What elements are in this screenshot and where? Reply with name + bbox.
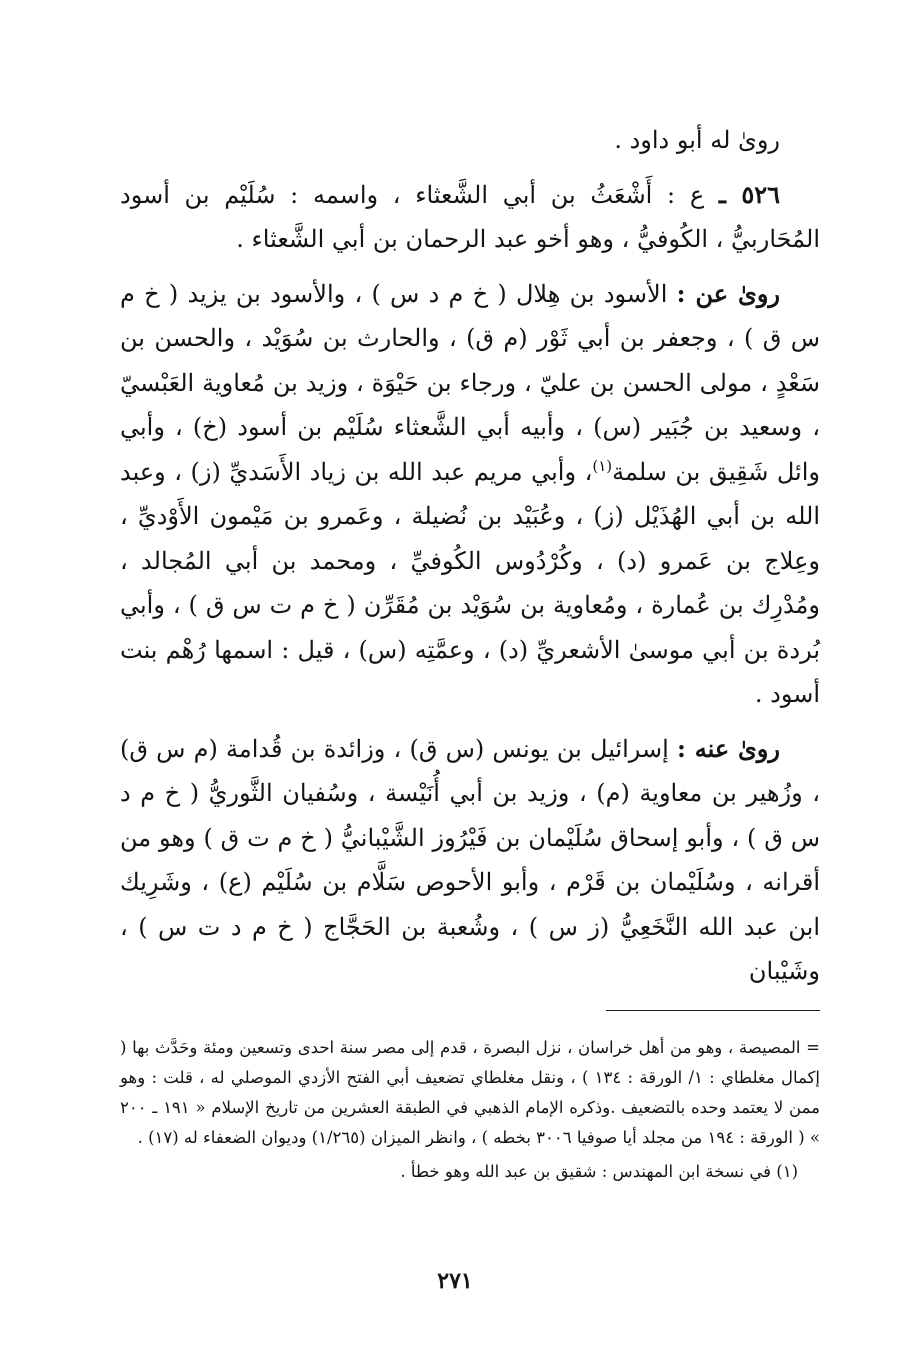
entry-number: ٥٢٦ ـ [718, 179, 780, 209]
entry-526 [120, 173, 820, 262]
footnote-ref-1[interactable]: (١) [592, 456, 613, 475]
narrated-from-text-continued: ، وأبي مريم عبد الله بن زياد الأَسَديِّ (ز) ، وعبد الله بن أبي الهُذَيْل (ز) ، وعُبَيْد بن نُضيلة ، وعَمرو بن مَيْمون الأَوْديِّ ، وعِلاج بن عَمرو (د) ، وكُرْدُوس الكُوفيِّ ، ومحمد بن أبي المُجالد ، ومُدْرِك بن عُمارة ، ومُعاوية بن سُوَيْد بن مُقَرِّن ( خ م ت س ق ) ، وأبي بُردة بن أبي موسىٰ الأشعريِّ (د) ، وعمَّتِه (س) ، قيل : اسمها رُهْم بنت أسود . [120, 457, 820, 708]
entry-heading: ع : أَشْعَثُ بن أبي الشَّعثاء ، واسمه : سُلَيْم بن أسود المُحَاربيُّ ، الكُوفيُّ ، وهو أخو عبد الرحمان بن أبي الشَّعثاء . [120, 180, 820, 253]
narrated-by-paragraph [120, 727, 820, 994]
narrated-from-text: الأسود بن هِلال ( خ م د س ) ، والأسود بن يزيد ( خ م س ق ) ، وجعفر بن أبي ثَوْر (م ق) ، والحارث بن سُوَيْد ، والحسن بن سَعْدٍ ، مولى الحسن بن عليّ ، ورجاء بن حَيْوَة ، وزيد بن مُعاوية العَبْسيّ ، وسعيد بن جُبَير (س) ، وأبيه أبي الشَّعثاء سُلَيْم بن أسود (خ) ، وأبي وائل شَقِيق بن سلمة [120, 279, 820, 486]
footnote-1: (١) في نسخة ابن المهندس : شقيق بن عبد الله وهو خطأ . [400, 1162, 798, 1181]
narrated-by-text: إسرائيل بن يونس (س ق) ، وزائدة بن قُدامة (م س ق) ، وزُهير بن معاوية (م) ، وزيد بن أبي أُنَيْسة ، وسُفيان الثَّوريُّ ( خ م د س ق ) ، وأبو إسحاق سُلَيْمان بن فَيْرُوز الشَّيْبانيُّ ( خ م ت ق ) وهو من أقرانه ، وسُلَيْمان بن قَرْم ، وأبو الأحوص سَلَّام بن سُلَيْم (ع) ، وشَرِيك ابن عبد الله النَّخَعِيُّ (ز س ) ، وشُعبة بن الحَجَّاج ( خ م د ت س ) ، وشَيْبان [120, 734, 820, 985]
narrated-from-paragraph [120, 272, 820, 717]
narrated-by-label: روىٰ عنه : [676, 733, 780, 763]
page-number: ٢٧١ [437, 1268, 473, 1294]
main-text [120, 118, 820, 994]
footnote-divider [606, 1010, 820, 1011]
footnotes [120, 1033, 820, 1187]
footnote-continuation: = المصيصة ، وهو من أهل خراسان ، نزل البصرة ، قدم إلى مصر سنة احدى وتسعين ومئة وحَدَّث بها ( إكمال مغلطاي : ١/ الورقة : ١٣٤ ) ، ونقل مغلطاي تضعيف أبي الفتح الأزدي الموصلي له ، قلت : وهو ممن لا يعتمد وحده بالتضعيف .وذكره الإمام الذهبي في الطبقة العشرين من تاريخ الإسلام « ١٩١ ـ ٢٠٠ » ( الورقة : ١٩٤ من مجلد أيا صوفيا ٣٠٠٦ بخطه ) ، وانظر الميزان (١/٢٦٥) وديوان الضعفاء له (١٧) . [120, 1038, 820, 1147]
previous-entry-end: روىٰ له أبو داود . [614, 126, 780, 154]
narrated-from-label: روىٰ عن : [676, 278, 780, 308]
